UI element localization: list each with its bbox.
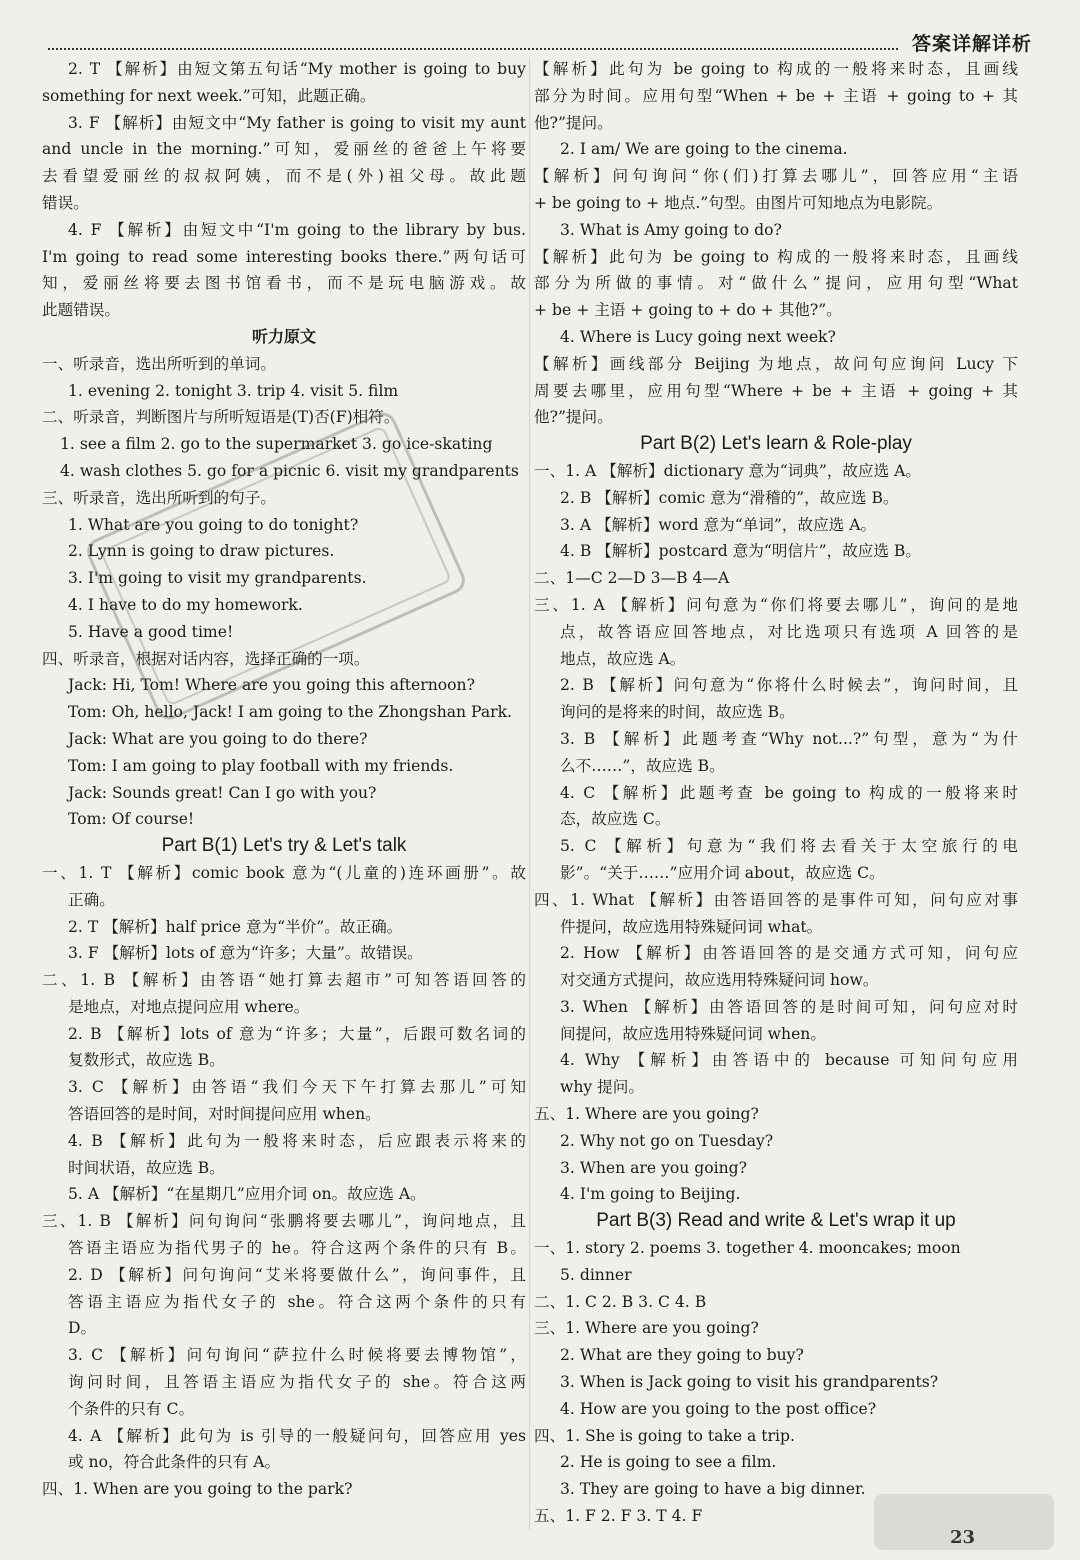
left-text-line: 知，爱丽丝将要去图书馆看书，而不是玩电脑游戏。故 <box>42 274 526 293</box>
column-divider <box>529 58 530 1530</box>
left-text-line: 答语回答的是时间，对时间提问应用 when。 <box>68 1105 381 1124</box>
right-text-line: Part B(3) Read and write & Let's wrap it up <box>596 1210 956 1232</box>
right-text-line: 影”。“关于……”应用介词 about，故应选 C。 <box>560 863 885 882</box>
left-text-line: 4. B 【解析】此句为一般将来时态，后应跟表示将来的 <box>68 1131 526 1150</box>
right-text-line: 2. He is going to see a film. <box>560 1453 777 1472</box>
right-text-line: 二、1—C 2—D 3—B 4—A <box>534 569 730 588</box>
left-text-line: 个条件的只有 C。 <box>68 1399 195 1418</box>
right-text-line: + be + 主语 + going to + do + 其他?”。 <box>534 301 842 320</box>
left-text-line: 时间状语，故应选 B。 <box>68 1158 225 1177</box>
left-text-line: 三、听录音，选出所听到的句子。 <box>42 488 276 507</box>
left-column <box>42 56 526 1503</box>
left-text-line: 3. I'm going to visit my grandparents. <box>68 569 367 588</box>
right-text-line: 4. C 【解析】此题考查 be going to 构成的一般将来时 <box>560 783 1018 802</box>
right-text-line: 2. What are they going to buy? <box>560 1346 804 1365</box>
right-text-line: 么不……”，故应选 B。 <box>560 756 725 775</box>
right-text-line: 间提问，故应选用特殊疑问词 when。 <box>560 1024 826 1043</box>
right-text-line: 四、1. What 【解析】由答语回答的是事件可知，问句应对事 <box>534 890 1018 909</box>
right-text-line: 3. When is Jack going to visit his grandparents? <box>560 1373 939 1392</box>
left-text-line: 3. C 【解析】问句询问“萨拉什么时候将要去博物馆”， <box>68 1346 526 1365</box>
right-text-line: 周要去哪里，应用句型“Where + be + 主语 + going + 其 <box>534 381 1018 400</box>
right-text-line: 态，故应选 C。 <box>560 810 671 829</box>
left-text-line: Tom: I am going to play football with my friends. <box>68 756 454 775</box>
right-text-line: 五、1. Where are you going? <box>534 1105 759 1124</box>
right-text-line: 3. When 【解析】由答语回答的是时间可知，问句应对时 <box>560 997 1018 1016</box>
right-text-line: 4. Why 【解析】由答语中的 because 可知问句应用 <box>560 1051 1018 1070</box>
right-column <box>534 56 1018 1530</box>
right-text-line: 4. Where is Lucy going next week? <box>560 327 836 346</box>
left-text-line: 一、1. T 【解析】comic book 意为“(儿童的)连环画册”。故 <box>42 863 526 882</box>
right-text-line: + be going to + 地点.”句型。由图片可知地点为电影院。 <box>534 193 943 212</box>
left-text-line: 3. F 【解析】由短文中“My father is going to visit my aunt <box>68 113 526 132</box>
left-text-line: 四、1. When are you going to the park? <box>42 1480 353 1499</box>
right-text-line: 2. B 【解析】comic 意为“滑稽的”，故应选 B。 <box>560 488 899 507</box>
left-text-line: 答语主语应为指代女子的 she。符合这两个条件的只有 <box>68 1292 526 1311</box>
left-text-line: 是地点，对地点提问应用 where。 <box>68 997 310 1016</box>
left-text-line: 或 no，符合此条件的只有 A。 <box>68 1453 281 1472</box>
right-text-line: 3. What is Amy going to do? <box>560 220 782 239</box>
right-text-line: 3. They are going to have a big dinner. <box>560 1480 866 1499</box>
header-dotted-rule <box>48 48 898 50</box>
right-text-line: 2. I am/ We are going to the cinema. <box>560 140 848 159</box>
right-text-line: 2. B 【解析】问句意为“你将什么时候去”，询问时间，且 <box>560 676 1018 695</box>
right-text-line: 2. Why not go on Tuesday? <box>560 1131 774 1150</box>
right-text-line: 点，故答语应回答地点，对比选项只有选项 A 回答的是 <box>560 622 1018 641</box>
left-text-line: Part B(1) Let's try & Let's talk <box>161 835 407 857</box>
right-text-line: 2. How 【解析】由答语回答的是交通方式可知，问句应 <box>560 944 1018 963</box>
right-text-line: 询问的是将来的时间，故应选 B。 <box>560 703 795 722</box>
left-text-line: 答语主语应为指代男子的 he。符合这两个条件的只有 B。 <box>68 1239 526 1258</box>
left-text-line: D。 <box>68 1319 97 1338</box>
left-text-line: 2. T 【解析】half price 意为“半价”。故正确。 <box>68 917 403 936</box>
right-text-line: 4. How are you going to the post office? <box>560 1399 877 1418</box>
right-text-line: 三、1. A 【解析】问句意为“你们将要去哪儿”，询问的是地 <box>534 595 1018 614</box>
left-text-line: Jack: Sounds great! Can I go with you? <box>68 783 377 802</box>
right-text-line: 对交通方式提问，故应选用特殊疑问词 how。 <box>560 971 879 990</box>
left-text-line: 5. Have a good time! <box>68 622 234 641</box>
left-text-line: I'm going to read some interesting books there.”两句话可 <box>42 247 526 266</box>
right-text-line: 五、1. F 2. F 3. T 4. F <box>534 1507 703 1526</box>
right-text-line: 3. When are you going? <box>560 1158 748 1177</box>
left-text-line: 三、1. B 【解析】问句询问“张鹏将要去哪儿”，询问地点，且 <box>42 1212 526 1231</box>
right-text-line: Part B(2) Let's learn & Role-play <box>640 433 912 455</box>
right-text-line: 【解析】此句为 be going to 构成的一般将来时态，且画线 <box>534 60 1018 78</box>
left-text-line: 2. B 【解析】lots of 意为“许多；大量”，后跟可数名词的 <box>68 1024 526 1043</box>
left-text-line: 1. evening 2. tonight 3. trip 4. visit 5. film <box>68 381 399 400</box>
left-text-line: 错误。 <box>42 193 89 212</box>
page-header <box>48 26 1032 56</box>
left-text-line: 四、听录音，根据对话内容，选择正确的一项。 <box>42 649 370 668</box>
left-text-line: 听力原文 <box>251 326 316 346</box>
right-text-line: 他?”提问。 <box>534 113 613 132</box>
right-text-line: 三、1. Where are you going? <box>534 1319 759 1338</box>
left-text-line: 2. Lynn is going to draw pictures. <box>68 542 335 561</box>
right-text-line: why 提问。 <box>560 1078 644 1097</box>
left-text-line: 二、1. B 【解析】由答语“她打算去超市”可知答语回答的 <box>42 971 526 990</box>
right-text-line: 部分为所做的事情。对“做什么”提问，应用句型“What <box>534 274 1018 293</box>
left-text-line: 3. C 【解析】由答语“我们今天下午打算去那儿”可知 <box>68 1078 526 1097</box>
right-text-line: 5. dinner <box>560 1265 632 1284</box>
header-title: 答案详解详析 <box>911 33 1032 55</box>
left-text-line: and uncle in the morning.”可知，爱丽丝的爸爸上午将要 <box>42 140 526 159</box>
right-text-line: 5. C 【解析】句意为“我们将去看关于太空旅行的电 <box>560 837 1018 856</box>
right-text-line: 件提问，故应选用特殊疑问词 what。 <box>560 917 823 936</box>
left-text-line: 5. A 【解析】“在星期几”应用介词 on。故应选 A。 <box>68 1185 426 1204</box>
left-text-line: 4. F 【解析】由短文中“I'm going to the library by bus. <box>68 220 526 239</box>
right-text-line: 二、1. C 2. B 3. C 4. B <box>534 1292 707 1311</box>
left-text-line: 4. I have to do my homework. <box>68 595 303 614</box>
left-text-line: 一、听录音，选出所听到的单词。 <box>42 354 276 373</box>
left-text-line: Jack: Hi, Tom! Where are you going this afternoon? <box>68 676 475 695</box>
right-text-line: 【解析】问句询问“你(们)打算去哪儿”，回答应用“主语 <box>534 167 1018 186</box>
right-text-line: 3. B 【解析】此题考查“Why not...?”句型，意为“为什 <box>560 729 1018 748</box>
left-text-line: 正确。 <box>68 890 115 909</box>
left-text-line: 1. see a film 2. go to the supermarket 3. go ice-skating <box>60 435 493 454</box>
left-text-line: something for next week.”可知，此题正确。 <box>42 86 376 105</box>
right-text-line: 4. B 【解析】postcard 意为“明信片”，故应选 B。 <box>560 542 921 561</box>
page-number: 23 <box>950 1527 976 1548</box>
left-text-line: Tom: Oh, hello, Jack! I am going to the Zhongshan Park. <box>68 703 513 722</box>
left-text-line: 询问时间，且答语主语应为指代女子的 she。符合这两 <box>68 1373 526 1392</box>
right-text-line: 部分为时间。应用句型“When + be + 主语 + going to + 其 <box>534 86 1018 105</box>
left-text-line: 二、听录音，判断图片与所听短语是(T)否(F)相符。 <box>42 408 400 427</box>
right-text-line: 【解析】画线部分 Beijing 为地点，故问句应询问 Lucy 下 <box>534 354 1018 373</box>
left-text-line: 3. F 【解析】lots of 意为“许多；大量”。故错误。 <box>68 944 423 963</box>
left-text-line: 4. wash clothes 5. go for a picnic 6. visit my grandparents <box>60 461 519 480</box>
right-text-line: 四、1. She is going to take a trip. <box>534 1426 795 1445</box>
left-text-line: 去看望爱丽丝的叔叔阿姨，而不是(外)祖父母。故此题 <box>42 167 526 186</box>
right-text-line: 地点，故应选 A。 <box>560 649 686 668</box>
right-text-line: 【解析】此句为 be going to 构成的一般将来时态，且画线 <box>534 247 1018 266</box>
left-text-line: 此题错误。 <box>42 301 120 320</box>
right-text-line: 3. A 【解析】word 意为“单词”，故应选 A。 <box>560 515 877 534</box>
right-text-line: 一、1. A 【解析】dictionary 意为“词典”，故应选 A。 <box>534 461 922 480</box>
left-text-line: 复数形式，故应选 B。 <box>68 1051 225 1070</box>
right-text-line: 他?”提问。 <box>534 408 613 427</box>
left-text-line: 4. A 【解析】此句为 is 引导的一般疑问句，回答应用 yes <box>68 1426 526 1445</box>
left-text-line: 2. D 【解析】问句询问“艾米将要做什么”，询问事件，且 <box>68 1265 526 1284</box>
left-text-line: Jack: What are you going to do there? <box>68 729 368 748</box>
left-text-line: 2. T 【解析】由短文第五句话“My mother is going to buy <box>68 60 526 78</box>
left-text-line: 1. What are you going to do tonight? <box>68 515 359 534</box>
left-text-line: Tom: Of course! <box>68 810 195 829</box>
right-text-line: 4. I'm going to Beijing. <box>560 1185 741 1204</box>
right-text-line: 一、1. story 2. poems 3. together 4. mooncakes; moon <box>534 1239 961 1258</box>
